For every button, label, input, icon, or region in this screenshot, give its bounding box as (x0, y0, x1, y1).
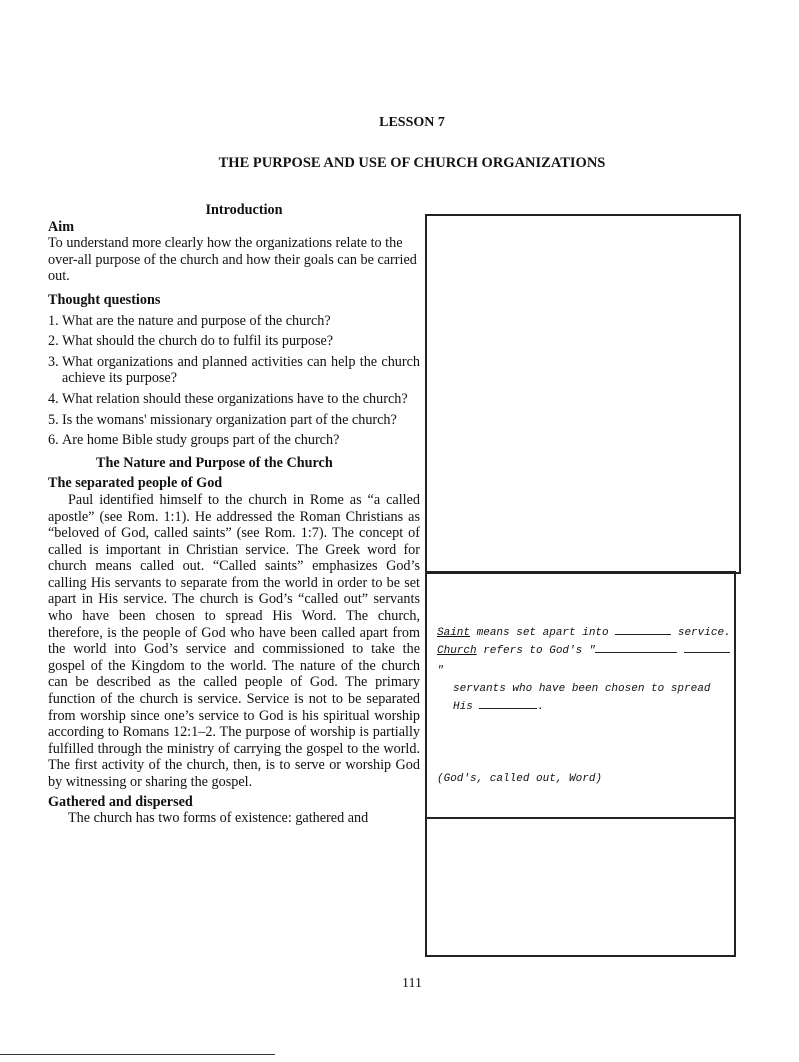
question-text: Are home Bible study groups part of the church? (62, 432, 340, 449)
answer-blank (684, 642, 730, 653)
exercise-text: . (537, 701, 545, 713)
question-text: Is the womans' missionary organization part of the church? (62, 411, 397, 428)
body-paragraph: Paul identified himself to the church in Rome as “a called apostle” (see Rom. 1:1). He addressed the Roman Christians as “beloved of God, called saints” (see Rom. 1:7). The concept of called is important in Christian service. The Greek word for church means called out. “Called saints” emphasizes God’s calling His servants to separate from the world in order to be set apart in His service. The church is God’s “called out” servants who have been chosen to spread His Word. The church, therefore, is the people of God who have been called apart from the world into God’s service and commissioned to take the gospel of the Kingdom to the world. The nature of the church can be described as the called people of God. The primary function of the church is service. Service is not to be separated from worship since one’s service to God is his spiritual worship according to Romans 12:1–2. The purpose of worship is partially fulfilled through the ministry of carrying the gospel to the world. The first activity of the church, then, is to serve or worship God by witnessing or sharing the gospel. (48, 491, 420, 790)
question-number: 2. (48, 333, 59, 350)
lesson-label: LESSON 7 (379, 115, 445, 130)
subsection-heading: The separated people of God (48, 475, 223, 492)
answer-blank (479, 698, 537, 709)
aim-heading: Aim (48, 218, 75, 235)
question-text: What organizations and planned activities can help the church achieve its purpose? (62, 353, 420, 387)
question-number: 3. (48, 353, 59, 370)
question-number: 6. (48, 432, 59, 449)
question-text: What should the church do to fulfil its purpose? (62, 333, 334, 350)
questions-heading: Thought questions (48, 291, 161, 308)
exercise-text: His (453, 701, 480, 713)
question-item (48, 391, 420, 408)
question-number: 4. (48, 390, 59, 407)
exercise-text: refers to God's " (476, 645, 596, 657)
questions-list (48, 313, 420, 449)
fill-in-box (425, 571, 736, 819)
question-item (48, 313, 420, 330)
body-paragraph: The church has two forms of existence: gathered and (68, 810, 369, 827)
subsection-heading: Gathered and dispersed (48, 793, 193, 810)
term-church: Church (437, 645, 477, 657)
exercise-text: " (437, 665, 444, 677)
question-number: 5. (48, 411, 59, 428)
section-heading: The Nature and Purpose of the Church (96, 454, 333, 471)
answer-blank (615, 624, 671, 635)
page-number: 111 (402, 976, 422, 991)
question-text: What are the nature and purpose of the church? (62, 312, 331, 329)
page-title: THE PURPOSE AND USE OF CHURCH ORGANIZATIONS (218, 155, 606, 171)
question-item (48, 333, 420, 350)
notes-box (425, 817, 736, 957)
exercise-text: service. (671, 627, 731, 639)
question-item (48, 432, 420, 449)
fill-in-exercise (427, 573, 734, 789)
question-item (48, 354, 420, 387)
notes-box (425, 214, 741, 574)
question-text: What relation should these organizations have to the church? (62, 390, 408, 407)
footer-rule (0, 1054, 275, 1055)
aim-text: To understand more clearly how the organizations relate to the over-all purpose of the church and how their goals can be carried out. (48, 235, 417, 285)
question-item (48, 412, 420, 429)
question-number: 1. (48, 312, 59, 329)
intro-heading: Introduction (205, 202, 283, 218)
answer-key: (God's, called out, Word) (437, 773, 603, 785)
term-saint: Saint (437, 627, 471, 639)
exercise-text: servants who have been chosen to spread (453, 683, 711, 695)
main-column (48, 200, 420, 827)
exercise-text: means set apart into (470, 627, 616, 639)
answer-blank (595, 642, 677, 653)
